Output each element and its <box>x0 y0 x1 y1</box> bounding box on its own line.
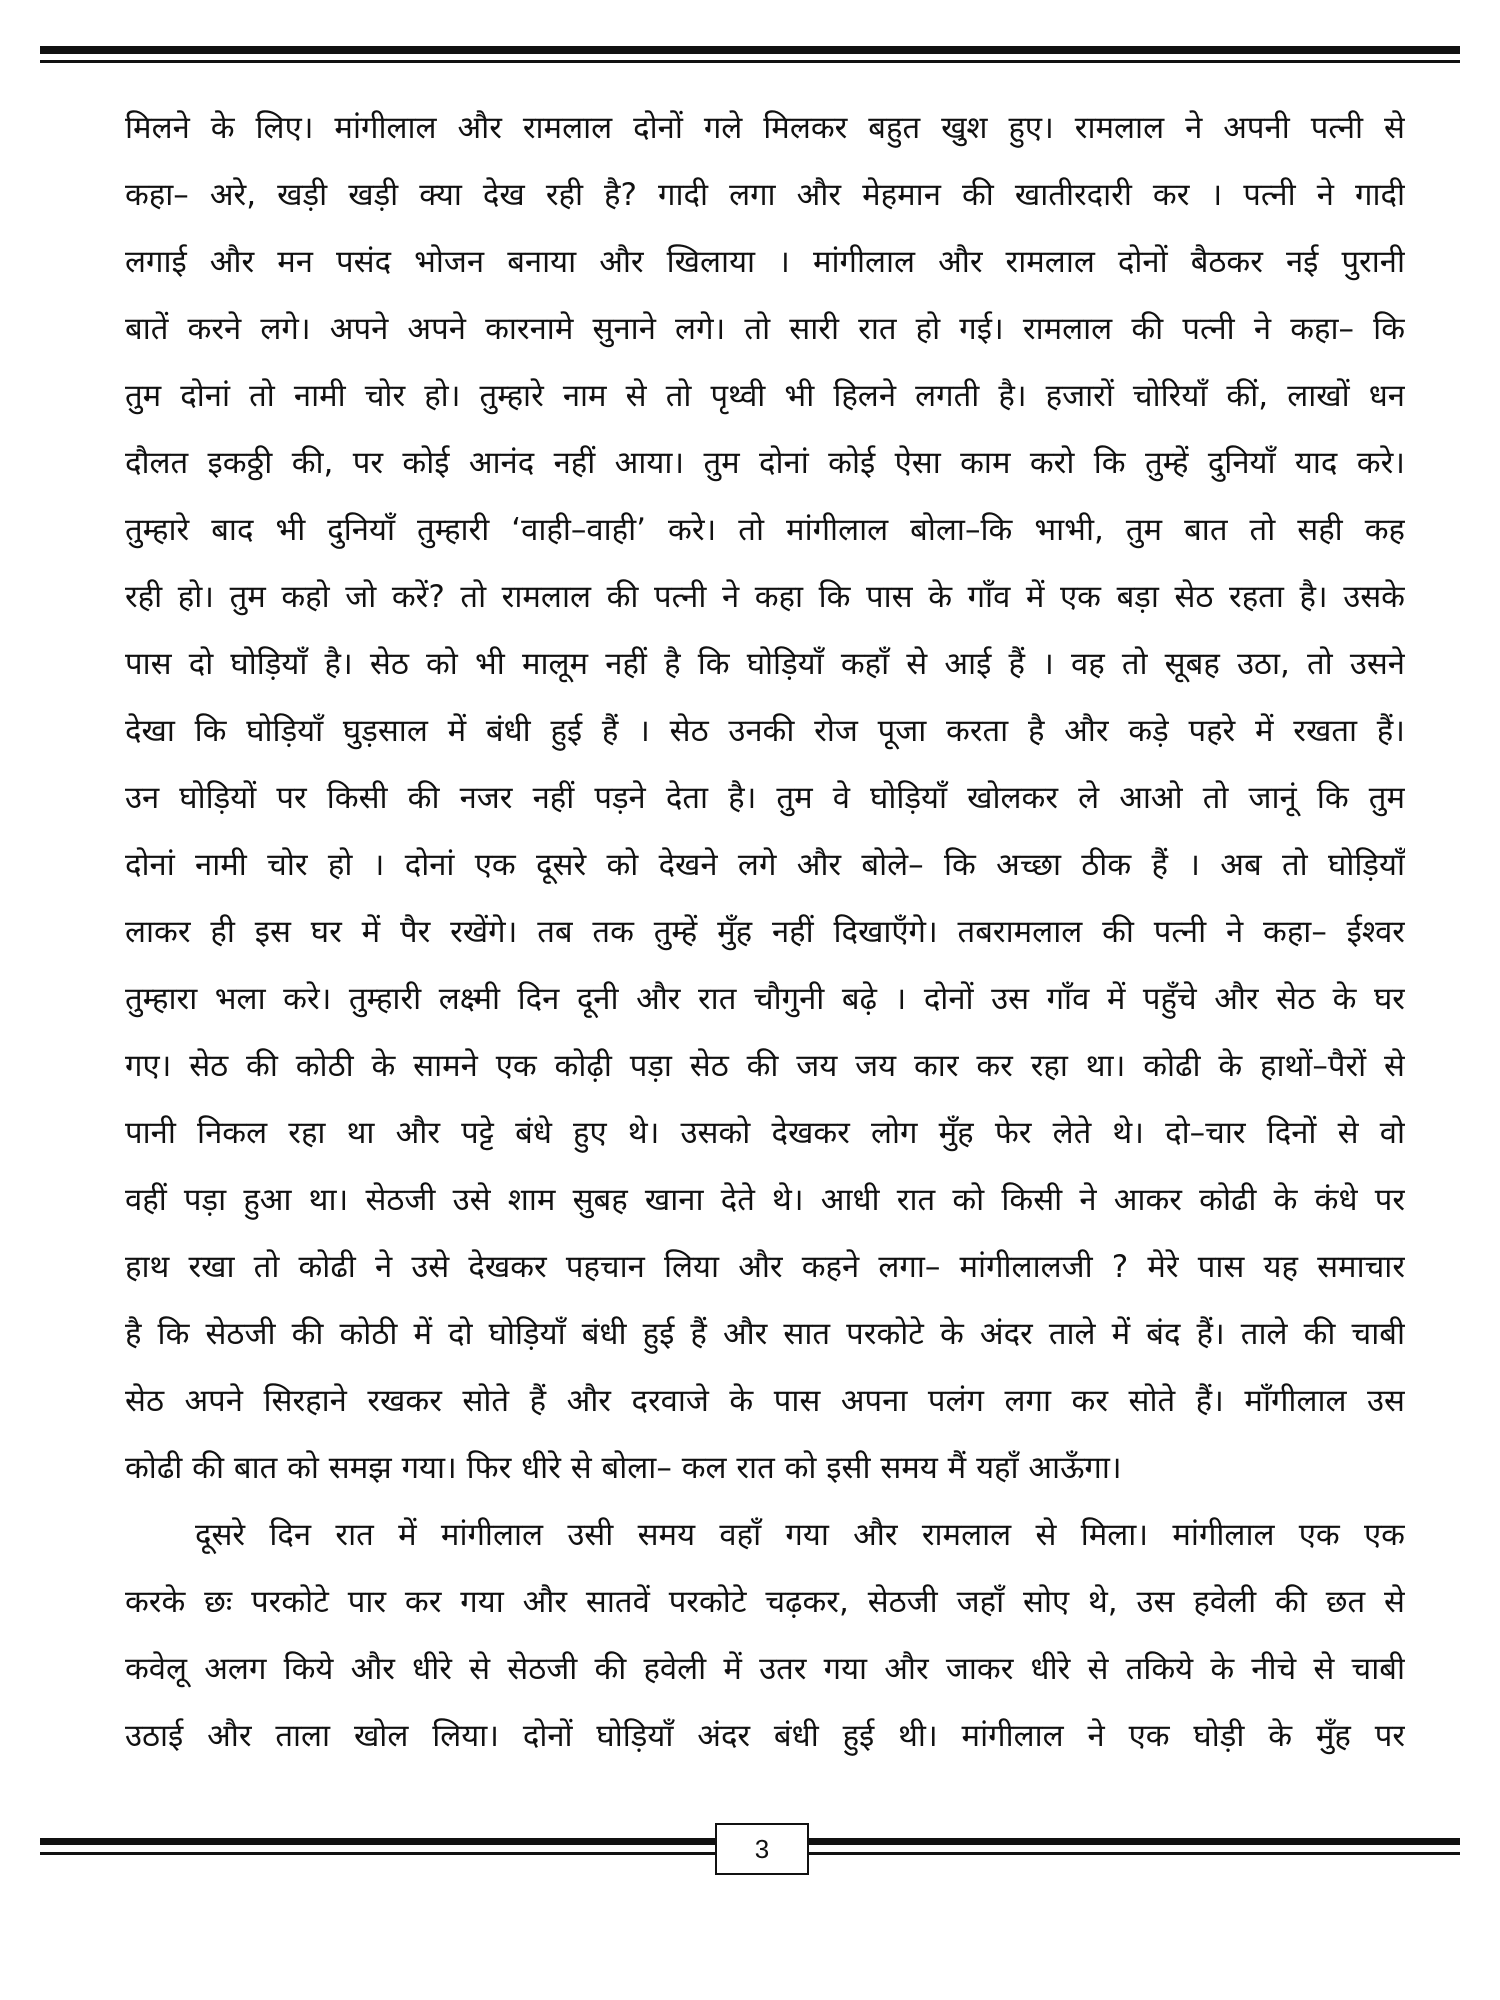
text-line: तुम्हारा भला करे। तुम्हारी लक्ष्मी दिन दूनी और रात चौगुनी बढ़े । दोनों उस गाँव में पहुँचे और सेठ के घर <box>125 981 1405 1017</box>
text-line-paragraph-start: दूसरे दिन रात में मांगीलाल उसी समय वहाँ गया और रामलाल से मिला। मांगीलाल एक एक <box>195 1517 1405 1553</box>
page-body <box>125 95 1405 1770</box>
text-line: तुम्हारे बाद भी दुनियाँ तुम्हारी ‘वाही–वाही’ करे। तो मांगीलाल बोला–कि भाभी, तुम बात तो सही कह <box>125 512 1405 548</box>
text-line: पास दो घोड़ियाँ है। सेठ को भी मालूम नहीं है कि घोड़ियाँ कहाँ से आई हैं । वह तो सूबह उठा, तो उसने <box>125 646 1405 682</box>
text-line: करके छः परकोटे पार कर गया और सातवें परकोटे चढ़कर, सेठजी जहाँ सोए थे, उस हवेली की छत से <box>125 1584 1405 1620</box>
text-line: गए। सेठ की कोठी के सामने एक कोढ़ी पड़ा सेठ की जय जय कार कर रहा था। कोढी के हाथों–पैरों से <box>125 1048 1405 1084</box>
text-line: बातें करने लगे। अपने अपने कारनामे सुनाने लगे। तो सारी रात हो गई। रामलाल की पत्नी ने कहा– कि <box>125 311 1405 347</box>
text-line: पानी निकल रहा था और पट्टे बंधे हुए थे। उसको देखकर लोग मुँह फेर लेते थे। दो–चार दिनों से वो <box>125 1115 1405 1151</box>
footer-rule-right-thin <box>807 1852 1460 1855</box>
text-line: कवेलू अलग किये और धीरे से सेठजी की हवेली में उतर गया और जाकर धीरे से तकिये के नीचे से चाबी <box>125 1651 1405 1687</box>
footer-rule-right-thick <box>807 1838 1460 1845</box>
text-line: उठाई और ताला खोल लिया। दोनों घोड़ियाँ अंदर बंधी हुई थी। मांगीलाल ने एक घोड़ी के मुँह पर <box>125 1718 1405 1754</box>
text-line: देखा कि घोड़ियाँ घुड़साल में बंधी हुई हैं । सेठ उनकी रोज पूजा करता है और कड़े पहरे में रखता हैं। <box>125 713 1405 749</box>
text-line-paragraph-end: कोढी की बात को समझ गया। फिर धीरे से बोला– कल रात को इसी समय मैं यहाँ आऊँगा। <box>125 1450 1122 1486</box>
text-line: तुम दोनां तो नामी चोर हो। तुम्हारे नाम से तो पृथ्वी भी हिलने लगती है। हजारों चोरियाँ कीं, लाखों धन <box>125 378 1405 414</box>
text-line: दौलत इकठ्ठी की, पर कोई आनंद नहीं आया। तुम दोनां कोई ऐसा काम करो कि तुम्हें दुनियाँ याद करे। <box>125 445 1405 481</box>
text-line: लाकर ही इस घर में पैर रखेंगे। तब तक तुम्हें मुँह नहीं दिखाएँगे। तबरामलाल की पत्नी ने कहा– ईश्वर <box>125 914 1405 950</box>
text-line: है कि सेठजी की कोठी में दो घोड़ियाँ बंधी हुई हैं और सात परकोटे के अंदर ताले में बंद हैं। ताले की चाबी <box>125 1316 1405 1352</box>
text-line: वहीं पड़ा हुआ था। सेठजी उसे शाम सुबह खाना देते थे। आधी रात को किसी ने आकर कोढी के कंधे पर <box>125 1182 1405 1218</box>
text-line: लगाई और मन पसंद भोजन बनाया और खिलाया । मांगीलाल और रामलाल दोनों बैठकर नई पुरानी <box>125 244 1405 280</box>
text-line: कहा– अरे, खड़ी खड़ी क्या देख रही है? गादी लगा और मेहमान की खातीरदारी कर । पत्नी ने गादी <box>125 177 1405 213</box>
text-line: हाथ रखा तो कोढी ने उसे देखकर पहचान लिया और कहने लगा– मांगीलालजी ? मेरे पास यह समाचार <box>125 1249 1405 1285</box>
text-line: मिलने के लिए। मांगीलाल और रामलाल दोनों गले मिलकर बहुत खुश हुए। रामलाल ने अपनी पत्नी से <box>125 110 1405 146</box>
text-line: उन घोड़ियों पर किसी की नजर नहीं पड़ने देता है। तुम वे घोड़ियाँ खोलकर ले आओ तो जानूं कि तुम <box>125 780 1405 816</box>
text-line: सेठ अपने सिरहाने रखकर सोते हैं और दरवाजे के पास अपना पलंग लगा कर सोते हैं। माँगीलाल उस <box>125 1383 1405 1419</box>
footer-rule-left-thick <box>40 1838 715 1845</box>
text-line: रही हो। तुम कहो जो करें? तो रामलाल की पत्नी ने कहा कि पास के गाँव में एक बड़ा सेठ रहता है। उसके <box>125 579 1405 615</box>
header-rule-thick <box>40 46 1460 54</box>
header-rule-thin <box>40 60 1460 63</box>
footer-rule-left-thin <box>40 1852 715 1855</box>
text-line: दोनां नामी चोर हो । दोनां एक दूसरे को देखने लगे और बोले– कि अच्छा ठीक हैं । अब तो घोड़ियाँ <box>125 847 1405 883</box>
page-number: 3 <box>715 1823 809 1875</box>
